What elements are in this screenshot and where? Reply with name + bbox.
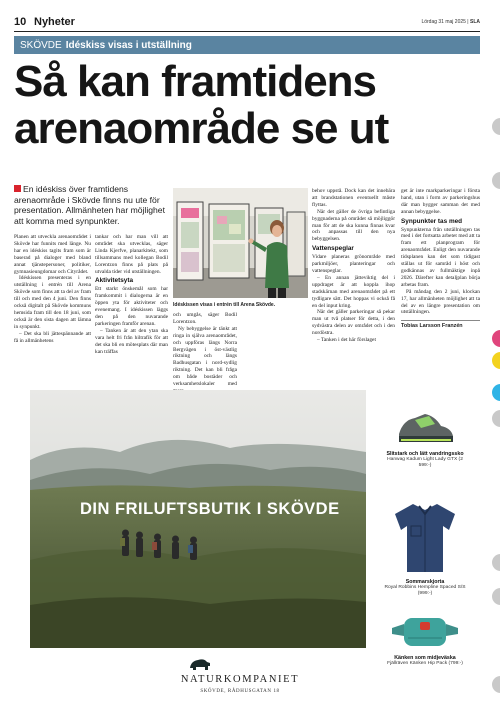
registration-dot-magenta	[492, 330, 500, 347]
date: Lördag 31 maj 2025	[421, 19, 466, 25]
product-shoe[interactable]	[382, 406, 468, 469]
product-shirt[interactable]	[382, 498, 468, 597]
exhibition-photo	[173, 188, 308, 298]
product-desc: Hanwag Kadum Light Lady GTX (2 599:-)	[387, 457, 463, 468]
registration-dot	[492, 676, 500, 693]
paragraph: Ny bebyggelse är tänkt att ringa in själva arenaområdet, och uppföras längs Norra Bergvägen i öst-västlig riktning och längs Badhusgatan i nord-sydlig riktning. Det kan bli fråga om både bostäder och verksamhetslokaler med	[173, 325, 237, 388]
paper-name: SLA	[470, 19, 480, 25]
red-square-icon	[14, 185, 21, 192]
product-desc: Royal Robbins Hempline Spaced S/S (999:-)	[384, 585, 466, 596]
headline-line-1: Så kan framtidens	[14, 57, 377, 106]
paragraph: På måndag den 2 juni, klockan 17, har allmänheten möjlighet att ta del av en längre presentation om utställningen.	[401, 288, 480, 316]
photo-caption-bold: Idéskissen visas i entrén till Arena Skövde.	[173, 302, 276, 308]
photo-caption	[173, 302, 308, 308]
author-byline: Tobias Larsson Franzén	[401, 320, 480, 330]
paragraph: – Tanken är att den ytan ska vara helt fri från hiltrafik för att det ska bli en mötesplats där man kan träffas	[95, 327, 168, 355]
paragraph: – Tanken i det här förslaget	[317, 337, 376, 344]
product-name: Sommarskjorta	[405, 579, 445, 585]
hip-pack-icon	[390, 612, 460, 650]
paragraph: och umgås, säger Bodil Lorentzon.	[173, 312, 237, 325]
ingress	[14, 184, 166, 226]
brand-name: NATURKOMPANIET	[180, 674, 300, 685]
kicker-bar	[14, 36, 480, 54]
bear-logo-icon	[188, 656, 212, 672]
article-column-5	[401, 188, 480, 330]
article-column-4	[312, 188, 395, 344]
registration-dot	[492, 410, 500, 427]
registration-dot	[492, 588, 500, 605]
product-desc: Fjällräven Känken Hip Pack (799:-)	[387, 661, 463, 666]
paragraph: När det gäller parkeringar så pekar man ut två platser för detta, i den sydvästra delen av området och i den nordöstra.	[312, 309, 395, 337]
page-header	[14, 14, 480, 30]
subheading: Aktivitetsyta	[95, 277, 134, 285]
paragraph: – En annan jätteviktig del i uppdraget är att koppla ihop stadskärnan med arenaområdet på ett tydligare sätt. Det hoppas vi också få en del input kring.	[312, 274, 395, 309]
article-column-2	[95, 234, 168, 355]
product-name: Slitstark och lätt vandringssko	[386, 451, 464, 457]
paragraph: Ett starkt önskemål som har framkommit i dialogerna är en öppen yta för aktiviteter och evenemang. I idéskissen läggs den på den nuvarande parkeringen framför arenan.	[95, 286, 168, 327]
article-column-1	[14, 234, 91, 345]
hiking-shoe-icon	[395, 406, 455, 446]
registration-dot-cyan	[492, 384, 500, 401]
paragraph: När det gäller de övriga befintliga byggnaderna på området så möjliggör man för att de ska kunna finnas kvar och anpassas till den nya bebyggelsen.	[312, 208, 395, 243]
paragraph: behov uppstå. Dock kan det innebära att brandstationen eventuellt måste flyttas.	[312, 188, 395, 208]
ingress-text: En idéskiss över framtidens arenaområde i Skövde finns nu ute för presentation. Allmänheten har möjlighet att komma med synpunkter.	[14, 184, 165, 226]
registration-dot	[492, 172, 500, 189]
paragraph: Vidare planeras grönområde med parkmiljöer, planteringar och vattenspeglar.	[312, 254, 395, 274]
section-name: Nyheter	[34, 16, 75, 28]
kicker-title: Idéskiss visas i utställning	[65, 39, 192, 51]
advertisement[interactable]	[30, 390, 468, 712]
paragraph: get är inte markparkeringar i första hand, utan i form av parkeringshus där man bygger samman det med annan bebyggelse.	[401, 188, 480, 215]
headline	[14, 58, 494, 152]
subheading: Vattenspeglar	[312, 245, 354, 253]
paragraph: Idéskissen presenteras i en utställning i entrén till Arena Skövde som finns att ta del av fram till och med den 4 juni. Den finns också digitalt på Skövde kommuns hemsida fram till den 18 juni, som också är den sista dagen att lämna in synpunkt.	[14, 275, 91, 330]
ad-photo	[30, 390, 366, 648]
paragraph: – Det ska bli jättespännande att få in allmänhetens	[14, 330, 91, 344]
article-photo	[173, 188, 308, 298]
header-divider	[14, 31, 480, 32]
subheading: Synpunkter tas med	[401, 217, 463, 225]
ad-slogan: DIN FRILUFTSBUTIK I SKÖVDE	[80, 500, 340, 518]
headline-line-2: arenaområde se ut	[14, 104, 389, 153]
landscape-photo	[30, 390, 366, 648]
kicker-location: SKÖVDE	[20, 39, 62, 51]
paragraph: Planen att utveckla arenaområdet i Skövde har funnits med länge. Nu har en idéskiss tagits fram som är baserad på dialoger med bland annat tjänstepersoner, politiker, gymnasieungdomar och Cityrådet.	[14, 234, 91, 275]
registration-dot-yellow	[492, 352, 500, 369]
registration-dot	[492, 554, 500, 571]
paragraph: Synpunkterna från utställningen tas med i det fortsatta arbetet med att ta fram ett planprogram för arenaområdet. Enligt den nuvarande tidsplanen kan det som tidigast ställas ut för samråd i höst och godkännas av fullmäktige inpå 2026. Därefter kan detaljplan börja arbetas fram.	[401, 226, 480, 288]
date-line: Lördag 31 maj 2025 | SLA	[421, 19, 480, 25]
shirt-icon	[393, 498, 457, 574]
product-name: Känken som midjeväska	[394, 655, 456, 661]
paragraph: tankar och har man vill att området ska utvecklas, säger Linda Kjerfve, planarkitekt, som tillsammans med kollegan Bodil Lorentzon finns på plats på utvalda tider vid utställningen.	[95, 234, 168, 275]
brand-address: SKÖVDE, RÅDHUSGATAN 18	[200, 689, 280, 694]
product-hip-pack[interactable]	[382, 612, 468, 667]
page-number: 10	[14, 16, 27, 28]
